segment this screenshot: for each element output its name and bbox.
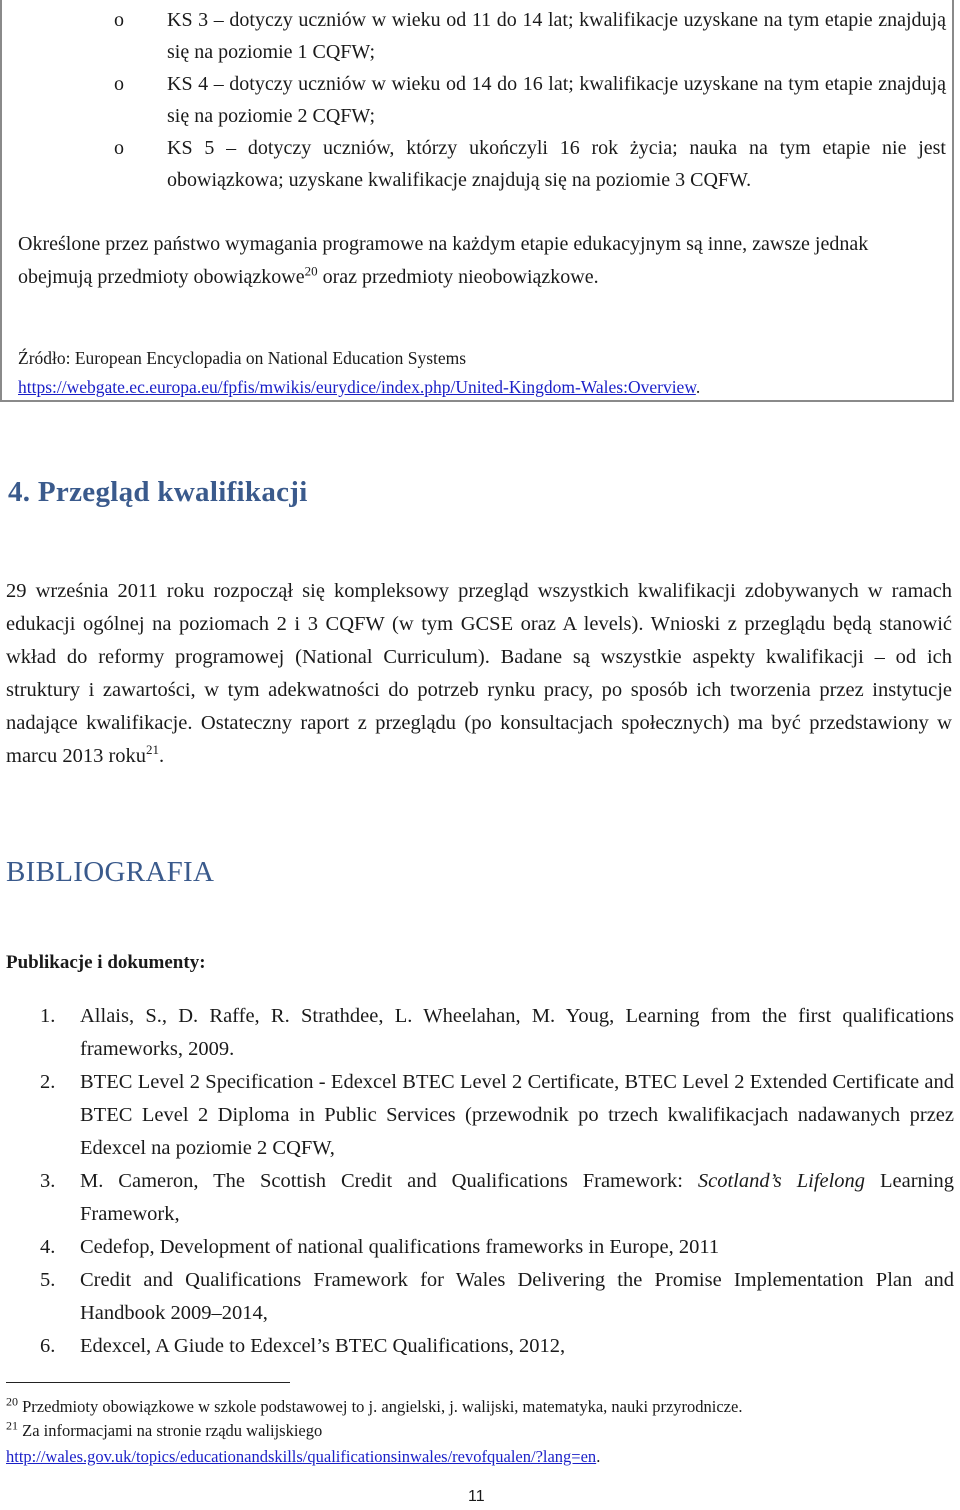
reference-item: [0, 1264, 954, 1330]
list-item-text: KS 3 – dotyczy uczniów w wieku od 11 do 14 lat; kwalifikacje uzyskane na tym etapie znajdują się na poziomie 1 CQFW;: [167, 9, 946, 63]
source-link[interactable]: https://webgate.ec.europa.eu/fpfis/mwikis/eurydice/index.php/United-Kingdom-Wales:Overview: [18, 377, 696, 397]
reference-item: [0, 1231, 954, 1264]
source-trailing: .: [695, 377, 701, 397]
curriculum-paragraph: [18, 228, 946, 294]
source-label: Źródło: European Encyclopadia on National Education Systems: [18, 348, 467, 368]
section-number: 4.: [8, 476, 31, 508]
list-item: [2, 68, 956, 132]
info-box: [0, 0, 954, 402]
reference-item: [0, 1000, 954, 1066]
reference-number: 2.: [40, 1071, 56, 1093]
footnote-ref[interactable]: 21: [146, 742, 160, 758]
reference-text: Learning Framework,: [80, 1170, 954, 1225]
reference-italic-title: Scotland’s Lifelong: [697, 1170, 866, 1192]
source-note: [18, 344, 946, 402]
reference-text: Credit and Qualifications Framework for Wales Delivering the Promise Implementation Plan and Handbook 2009–2014,: [80, 1269, 954, 1324]
list-item: [2, 4, 956, 68]
list-bullet: o: [114, 9, 124, 31]
reference-number: 1.: [40, 1005, 56, 1027]
reference-item: [0, 1066, 954, 1165]
reference-number: 5.: [40, 1269, 56, 1291]
reference-text: BTEC Level 2 Specification - Edexcel BTEC Level 2 Certificate, BTEC Level 2 Extended Certificate and BTEC Level 2 Diploma in Public Services (przewodnik po trzech kwalifikacjach nadawanych przez Edexcel na poziomie 2 CQFW,: [80, 1071, 954, 1159]
reference-text: Edexcel, A Giude to Edexcel’s BTEC Qualifications, 2012,: [80, 1335, 566, 1357]
bibliography-subheading: Publikacje i dokumenty:: [6, 952, 206, 973]
list-item-text: KS 5 – dotyczy uczniów, którzy ukończyli 16 rok życia; nauka na tym etapie nie jest obowiązkowa; uzyskane kwalifikacje znajdują się na poziomie 3 CQFW.: [167, 137, 946, 191]
footnote-link-line: [6, 1446, 952, 1468]
reference-text: Cedefop, Development of national qualifications frameworks in Europe, 2011: [80, 1236, 720, 1258]
footnote: [6, 1396, 952, 1418]
reference-number: 4.: [40, 1236, 56, 1258]
reference-item: [0, 1330, 954, 1363]
footnote-number: 20: [6, 1394, 18, 1409]
footnote: [6, 1420, 952, 1442]
footnote-ref[interactable]: 20: [304, 263, 318, 279]
footnote-text: Za informacjami na stronie rządu walijskiego: [18, 1421, 323, 1440]
paragraph-text: Określone przez państwo wymagania programowe na każdym etapie edukacyjnym są inne, zawsze jednak obejmują przedmioty obowiązkowe: [18, 233, 869, 288]
paragraph-text: oraz przedmioty nieobowiązkowe.: [317, 266, 599, 288]
paragraph-text: .: [159, 745, 165, 767]
reference-list: [0, 1000, 954, 1363]
section-heading: [8, 476, 308, 509]
footnote-link[interactable]: http://wales.gov.uk/topics/educationandskills/qualificationsinwales/revofqualen/?lang=en: [6, 1447, 597, 1466]
list-bullet: o: [114, 137, 124, 159]
page-number: 11: [468, 1488, 485, 1505]
footnote-divider: [6, 1382, 290, 1383]
review-paragraph: [6, 575, 952, 773]
section-title: Przegląd kwalifikacji: [37, 476, 308, 508]
reference-item: [0, 1165, 954, 1231]
footnote-number: 21: [6, 1418, 18, 1433]
reference-text: M. Cameron, The Scottish Credit and Qualifications Framework:: [80, 1170, 698, 1192]
list-item-text: KS 4 – dotyczy uczniów w wieku od 14 do 16 lat; kwalifikacje uzyskane na tym etapie znajdują się na poziomie 2 CQFW;: [167, 73, 946, 127]
reference-number: 6.: [40, 1335, 56, 1357]
list-bullet: o: [114, 73, 124, 95]
bibliography-heading: BIBLIOGRAFIA: [6, 856, 215, 888]
reference-number: 3.: [40, 1170, 56, 1192]
paragraph-text: 29 września 2011 roku rozpoczął się kompleksowy przegląd wszystkich kwalifikacji zdobywanych w ramach edukacji ogólnej na poziomach 2 i 3 CQFW (w tym GCSE oraz A levels). Wnioski z przeglądu będą stanowić wkład do reformy programowej (National Curriculum). Badane są wszystkie aspekty kwalifikacji – od ich struktury i zawartości, w tym adekwatności do potrzeb rynku pracy, po sposób ich tworzenia przez instytucje nadające kwalifikacje. Ostateczny raport z przeglądu (po konsultacjach społecznych) ma być przedstawiony w marcu 2013 roku: [6, 580, 952, 767]
reference-text: Allais, S., D. Raffe, R. Strathdee, L. Wheelahan, M. Youg, Learning from the first qualifications frameworks, 2009.: [80, 1005, 954, 1060]
footnote-text: Przedmioty obowiązkowe w szkole podstawowej to j. angielski, j. walijski, matematyka, nauki przyrodnicze.: [18, 1397, 743, 1416]
key-stage-list: [2, 4, 956, 196]
list-item: [2, 132, 956, 196]
footnote-trailing: .: [596, 1447, 601, 1466]
